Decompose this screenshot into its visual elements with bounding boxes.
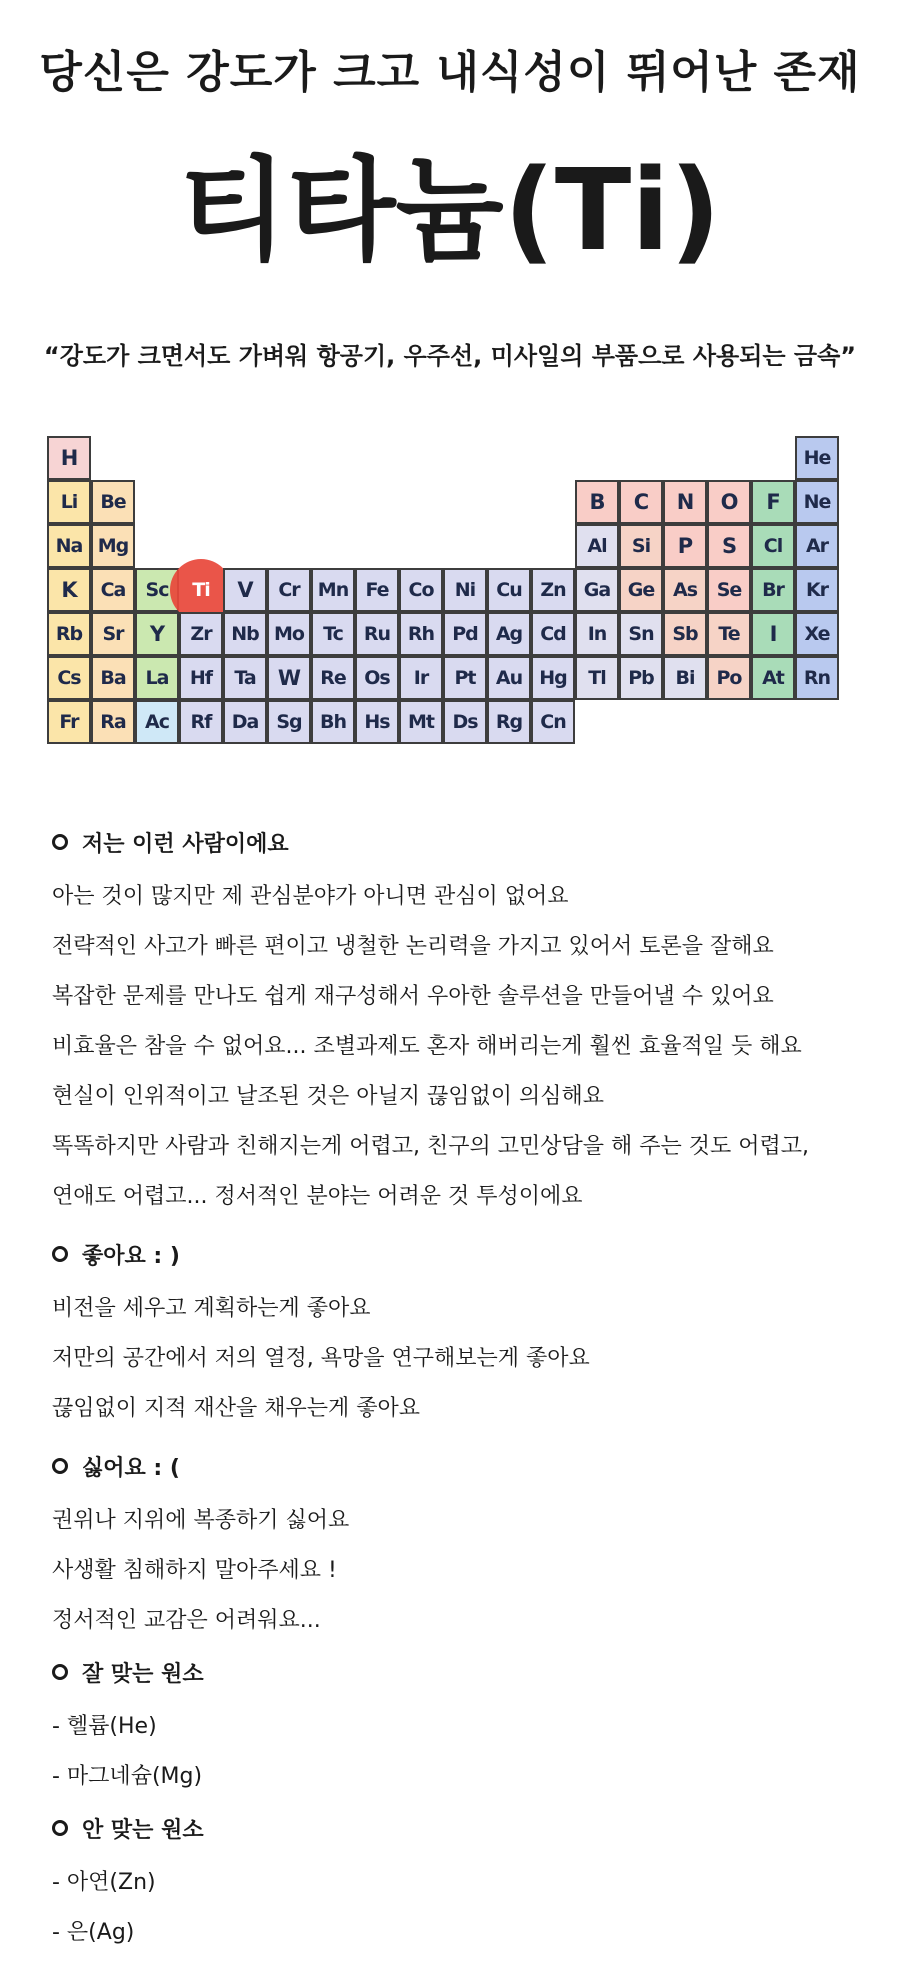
text-line: 권위나 지위에 복종하기 싫어요 xyxy=(52,1508,350,1533)
element-br: Br xyxy=(751,568,795,612)
element-os: Os xyxy=(355,656,399,700)
circle-bullet-icon xyxy=(52,1820,68,1836)
element-mo: Mo xyxy=(267,612,311,656)
element-ne: Ne xyxy=(795,480,839,524)
section-dislikes xyxy=(52,1444,872,1646)
section-heading xyxy=(52,820,872,864)
text-line: 비전을 세우고 계획하는게 좋아요 xyxy=(52,1296,371,1321)
element-ac: Ac xyxy=(135,700,179,744)
element-rh: Rh xyxy=(399,612,443,656)
element-po: Po xyxy=(707,656,751,700)
element-ds: Ds xyxy=(443,700,487,744)
element-se: Se xyxy=(707,568,751,612)
page-title: 티타늄(Ti) xyxy=(179,146,721,276)
heading-text: 저는 이런 사람이에요 xyxy=(82,831,289,857)
text-line: - 헬륨(He) xyxy=(52,1714,157,1739)
element-rf: Rf xyxy=(179,700,223,744)
text-line: 현실이 인위적이고 날조된 것은 아닐지 끊임없이 의심해요 xyxy=(52,1084,605,1109)
element-nb: Nb xyxy=(223,612,267,656)
element-i: I xyxy=(751,612,795,656)
element-at: At xyxy=(751,656,795,700)
element-s: S xyxy=(707,524,751,568)
element-k: K xyxy=(47,568,91,612)
element-tc: Tc xyxy=(311,612,355,656)
element-c: C xyxy=(619,480,663,524)
heading-text: 싫어요 : ( xyxy=(82,1455,180,1481)
element-ir: Ir xyxy=(399,656,443,700)
section-likes xyxy=(52,1232,872,1434)
text-line: 복잡한 문제를 만나도 쉽게 재구성해서 우아한 솔루션을 만들어낼 수 있어요 xyxy=(52,984,774,1009)
element-zn: Zn xyxy=(531,568,575,612)
text-line: 비효율은 참을 수 없어요... 조별과제도 혼자 해버리는게 훨씬 효율적일 듯 해요 xyxy=(52,1034,802,1059)
element-cu: Cu xyxy=(487,568,531,612)
periodic-table xyxy=(47,436,855,754)
element-n: N xyxy=(663,480,707,524)
element-pd: Pd xyxy=(443,612,487,656)
subtitle: 당신은 강도가 크고 내식성이 뛰어난 존재 xyxy=(39,47,861,98)
element-rb: Rb xyxy=(47,612,91,656)
element-sc: Sc xyxy=(135,568,179,612)
text-line: 똑똑하지만 사람과 친해지는게 어렵고, 친구의 고민상담을 해 주는 것도 어렵고, xyxy=(52,1134,809,1159)
element-ni: Ni xyxy=(443,568,487,612)
element-be: Be xyxy=(91,480,135,524)
element-au: Au xyxy=(487,656,531,700)
element-ga: Ga xyxy=(575,568,619,612)
circle-bullet-icon xyxy=(52,834,68,850)
element-tl: Tl xyxy=(575,656,619,700)
description-quote: “강도가 크면서도 가벼워 항공기, 우주선, 미사일의 부품으로 사용되는 금속” xyxy=(43,342,857,370)
element-li: Li xyxy=(47,480,91,524)
text-line: - 아연(Zn) xyxy=(52,1870,156,1895)
element-cd: Cd xyxy=(531,612,575,656)
element-f: F xyxy=(751,480,795,524)
element-ba: Ba xyxy=(91,656,135,700)
element-cs: Cs xyxy=(47,656,91,700)
text-line: 전략적인 사고가 빠른 편이고 냉철한 논리력을 가지고 있어서 토론을 잘해요 xyxy=(52,934,774,959)
element-he: He xyxy=(795,436,839,480)
element-co: Co xyxy=(399,568,443,612)
element-ar: Ar xyxy=(795,524,839,568)
element-cr: Cr xyxy=(267,568,311,612)
element-ra: Ra xyxy=(91,700,135,744)
heading-text: 안 맞는 원소 xyxy=(82,1817,204,1843)
text-line: 끊임없이 지적 재산을 채우는게 좋아요 xyxy=(52,1396,421,1421)
element-al: Al xyxy=(575,524,619,568)
element-bh: Bh xyxy=(311,700,355,744)
element-mt: Mt xyxy=(399,700,443,744)
section-heading xyxy=(52,1650,872,1694)
text-line: 사생활 침해하지 말아주세요 ! xyxy=(52,1558,337,1583)
element-pb: Pb xyxy=(619,656,663,700)
element-ru: Ru xyxy=(355,612,399,656)
element-sn: Sn xyxy=(619,612,663,656)
circle-bullet-icon xyxy=(52,1664,68,1680)
text-line: 정서적인 교감은 어려워요... xyxy=(52,1608,321,1633)
element-p: P xyxy=(663,524,707,568)
section-good-match xyxy=(52,1650,872,1802)
element-na: Na xyxy=(47,524,91,568)
heading-text: 잘 맞는 원소 xyxy=(82,1661,204,1687)
element-fe: Fe xyxy=(355,568,399,612)
text-line: 아는 것이 많지만 제 관심분야가 아니면 관심이 없어요 xyxy=(52,884,569,909)
circle-bullet-icon xyxy=(52,1458,68,1474)
heading-text: 좋아요 : ) xyxy=(82,1243,180,1269)
element-cl: Cl xyxy=(751,524,795,568)
element-sr: Sr xyxy=(91,612,135,656)
element-re: Re xyxy=(311,656,355,700)
element-w: W xyxy=(267,656,311,700)
section-heading xyxy=(52,1806,872,1850)
element-la: La xyxy=(135,656,179,700)
element-te: Te xyxy=(707,612,751,656)
element-in: In xyxy=(575,612,619,656)
text-line: - 은(Ag) xyxy=(52,1920,135,1945)
section-bad-match xyxy=(52,1806,872,1958)
element-b: B xyxy=(575,480,619,524)
element-rg: Rg xyxy=(487,700,531,744)
text-line: 연애도 어렵고... 정서적인 분야는 어려운 것 투성이에요 xyxy=(52,1184,583,1209)
element-fr: Fr xyxy=(47,700,91,744)
element-cn: Cn xyxy=(531,700,575,744)
element-hs: Hs xyxy=(355,700,399,744)
element-kr: Kr xyxy=(795,568,839,612)
element-hg: Hg xyxy=(531,656,575,700)
circle-bullet-icon xyxy=(52,1246,68,1262)
element-h: H xyxy=(47,436,91,480)
element-ti: Ti xyxy=(192,579,210,601)
element-o: O xyxy=(707,480,751,524)
section-heading xyxy=(52,1232,872,1276)
element-mn: Mn xyxy=(311,568,355,612)
element-zr: Zr xyxy=(179,612,223,656)
section-about xyxy=(52,820,872,1222)
element-sg: Sg xyxy=(267,700,311,744)
section-heading xyxy=(52,1444,872,1488)
element-as: As xyxy=(663,568,707,612)
text-line: - 마그네슘(Mg) xyxy=(52,1764,203,1789)
element-da: Da xyxy=(223,700,267,744)
element-hf: Hf xyxy=(179,656,223,700)
element-xe: Xe xyxy=(795,612,839,656)
element-ag: Ag xyxy=(487,612,531,656)
element-v: V xyxy=(223,568,267,612)
text-line: 저만의 공간에서 저의 열정, 욕망을 연구해보는게 좋아요 xyxy=(52,1346,590,1371)
element-pt: Pt xyxy=(443,656,487,700)
element-rn: Rn xyxy=(795,656,839,700)
element-bi: Bi xyxy=(663,656,707,700)
profile-content xyxy=(52,820,872,1958)
element-mg: Mg xyxy=(91,524,135,568)
element-ca: Ca xyxy=(91,568,135,612)
element-y: Y xyxy=(135,612,179,656)
element-ge: Ge xyxy=(619,568,663,612)
element-sb: Sb xyxy=(663,612,707,656)
element-si: Si xyxy=(619,524,663,568)
element-ta: Ta xyxy=(223,656,267,700)
